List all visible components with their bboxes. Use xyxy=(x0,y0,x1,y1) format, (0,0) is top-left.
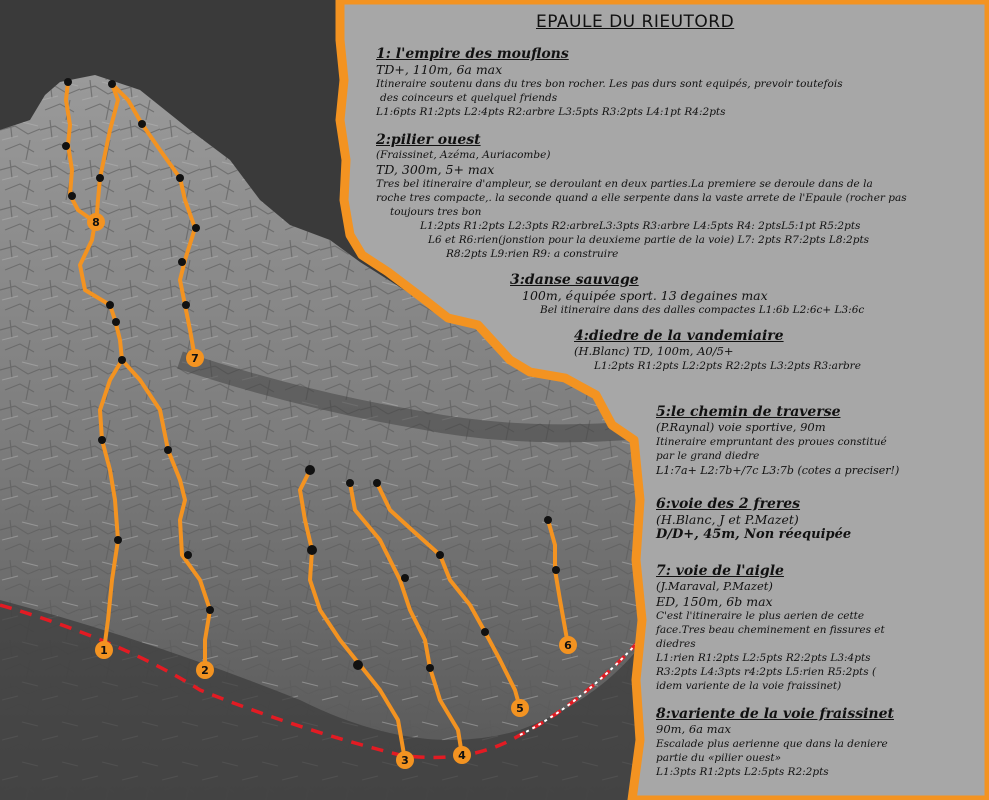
route-2-line-1: TD, 300m, 5+ max xyxy=(376,162,495,177)
route-5-marker xyxy=(511,699,529,717)
route-2-line-6: L6 et R6:rien(jonstion pour la deuxieme partie de la voie) L7: 2pts R7:2pts L8:2pts xyxy=(428,234,870,246)
route-3-heading: 3:danse sauvage xyxy=(510,272,639,288)
route-2-line-7: R8:2pts L9:rien R9: a construire xyxy=(446,248,619,260)
route-2-line-3: roche tres compacte,. la seconde quand a elle serpente dans la vaste arrete de l'Epaule (rocher pas xyxy=(376,192,907,204)
svg-text:3: 3 xyxy=(401,754,409,767)
route-7-line-1: ED, 150m, 6b max xyxy=(656,594,773,609)
route-1-marker xyxy=(95,641,113,659)
route-7-line-5: L1:rien R1:2pts L2:5pts R2:2pts L3:4pts xyxy=(656,652,871,664)
route-8-line-0: 90m, 6a max xyxy=(656,722,731,736)
route-7-block xyxy=(656,563,885,693)
svg-text:4: 4 xyxy=(458,749,466,762)
svg-text:5: 5 xyxy=(516,702,524,715)
route-4-heading: 4:diedre de la vandemiaire xyxy=(574,328,784,344)
route-5-heading: 5:le chemin de traverse xyxy=(656,404,841,420)
svg-text:7: 7 xyxy=(191,352,199,365)
route-2-line-2: Tres bel itineraire d'ampleur, se deroulant en deux parties.La premiere se deroule dans de la xyxy=(376,178,873,190)
route-2-line-0: (Fraissinet, Azéma, Auriacombe) xyxy=(376,149,551,161)
page-title: EPAULE DU RIEUTORD xyxy=(536,12,735,32)
route-7-heading: 7: voie de l'aigle xyxy=(656,563,784,579)
route-5-line-3: L1:7a+ L2:7b+/7c L3:7b (cotes a preciser!) xyxy=(656,464,900,477)
route-3-line-1: Bel itineraire dans des dalles compactes L1:6b L2:6c+ L3:6c xyxy=(540,304,865,316)
route-6-line-0: (H.Blanc, J et P.Mazet) xyxy=(656,512,799,527)
route-5-line-0: (P.Raynal) voie sportive, 90m xyxy=(656,420,826,434)
route-2-marker xyxy=(196,661,214,679)
route-6-block xyxy=(656,496,851,542)
route-4-marker xyxy=(453,746,471,764)
route-4-line-1: L1:2pts R1:2pts L2:2pts R2:2pts L3:2pts R3:arbre xyxy=(594,360,861,372)
route-7-line-0: (J.Maraval, P.Mazet) xyxy=(656,579,773,593)
route-4-line-0: (H.Blanc) TD, 100m, A0/5+ xyxy=(574,344,734,358)
route-8-block xyxy=(656,706,894,779)
route-5-line-2: par le grand diedre xyxy=(656,450,760,462)
route-3-line-0: 100m, équipée sport. 13 degaines max xyxy=(522,288,768,303)
route-8-heading: 8:variente de la voie fraissinet xyxy=(656,706,894,722)
route-2-heading: 2:pilier ouest xyxy=(376,132,481,148)
route-8-line-2: partie du «pilier ouest» xyxy=(656,752,782,764)
route-8-marker xyxy=(87,213,105,231)
route-1-line-3: L1:6pts R1:2pts L2:4pts R2:arbre L3:5pts R3:2pts L4:1pt R4:2pts xyxy=(376,106,726,118)
route-5-line-1: Itineraire empruntant des proues constitué xyxy=(656,436,887,448)
route-1-line-0: TD+, 110m, 6a max xyxy=(376,62,503,77)
svg-text:2: 2 xyxy=(201,664,209,677)
svg-text:6: 6 xyxy=(564,639,572,652)
route-7-line-7: idem variente de la voie fraissinet) xyxy=(656,680,842,692)
route-7-line-3: face.Tres beau cheminement en fissures et xyxy=(656,624,885,636)
route-4-block xyxy=(574,328,861,373)
route-2-line-5: L1:2pts R1:2pts L2:3pts R2:arbreL3:3pts R3:arbre L4:5pts R4: 2ptsL5:1pt R5:2pts xyxy=(420,220,861,232)
route-1-heading: 1: l'empire des mouflons xyxy=(376,46,569,62)
route-1-line-2: des coinceurs et quelquel friends xyxy=(380,92,558,104)
route-3-marker xyxy=(396,751,414,769)
route-2-line-4: toujours tres bon xyxy=(390,206,482,218)
svg-text:1: 1 xyxy=(100,644,108,657)
route-6-marker xyxy=(559,636,577,654)
route-6-line-1: D/D+, 45m, Non réequipée xyxy=(656,527,852,542)
route-7-line-6: R3:2pts L4:3pts r4:2pts L5:rien R5:2pts ( xyxy=(656,666,877,678)
route-1-block xyxy=(376,46,843,119)
route-8-line-1: Escalade plus aerienne que dans la deniere xyxy=(656,738,888,750)
route-7-line-4: diedres xyxy=(656,638,696,650)
route-3-block xyxy=(510,272,864,317)
route-7-marker xyxy=(186,349,204,367)
route-8-line-3: L1:3pts R1:2pts L2:5pts R2:2pts xyxy=(656,766,829,778)
route-5-block xyxy=(656,404,899,478)
route-2-block xyxy=(376,132,907,261)
route-6-heading: 6:voie des 2 freres xyxy=(656,496,801,512)
svg-text:8: 8 xyxy=(92,216,100,229)
route-7-line-2: C'est l'itineraire le plus aerien de cette xyxy=(656,610,865,622)
route-1-line-1: Itineraire soutenu dans du tres bon rocher. Les pas durs sont equipés, prevoir toutefois xyxy=(376,78,843,90)
